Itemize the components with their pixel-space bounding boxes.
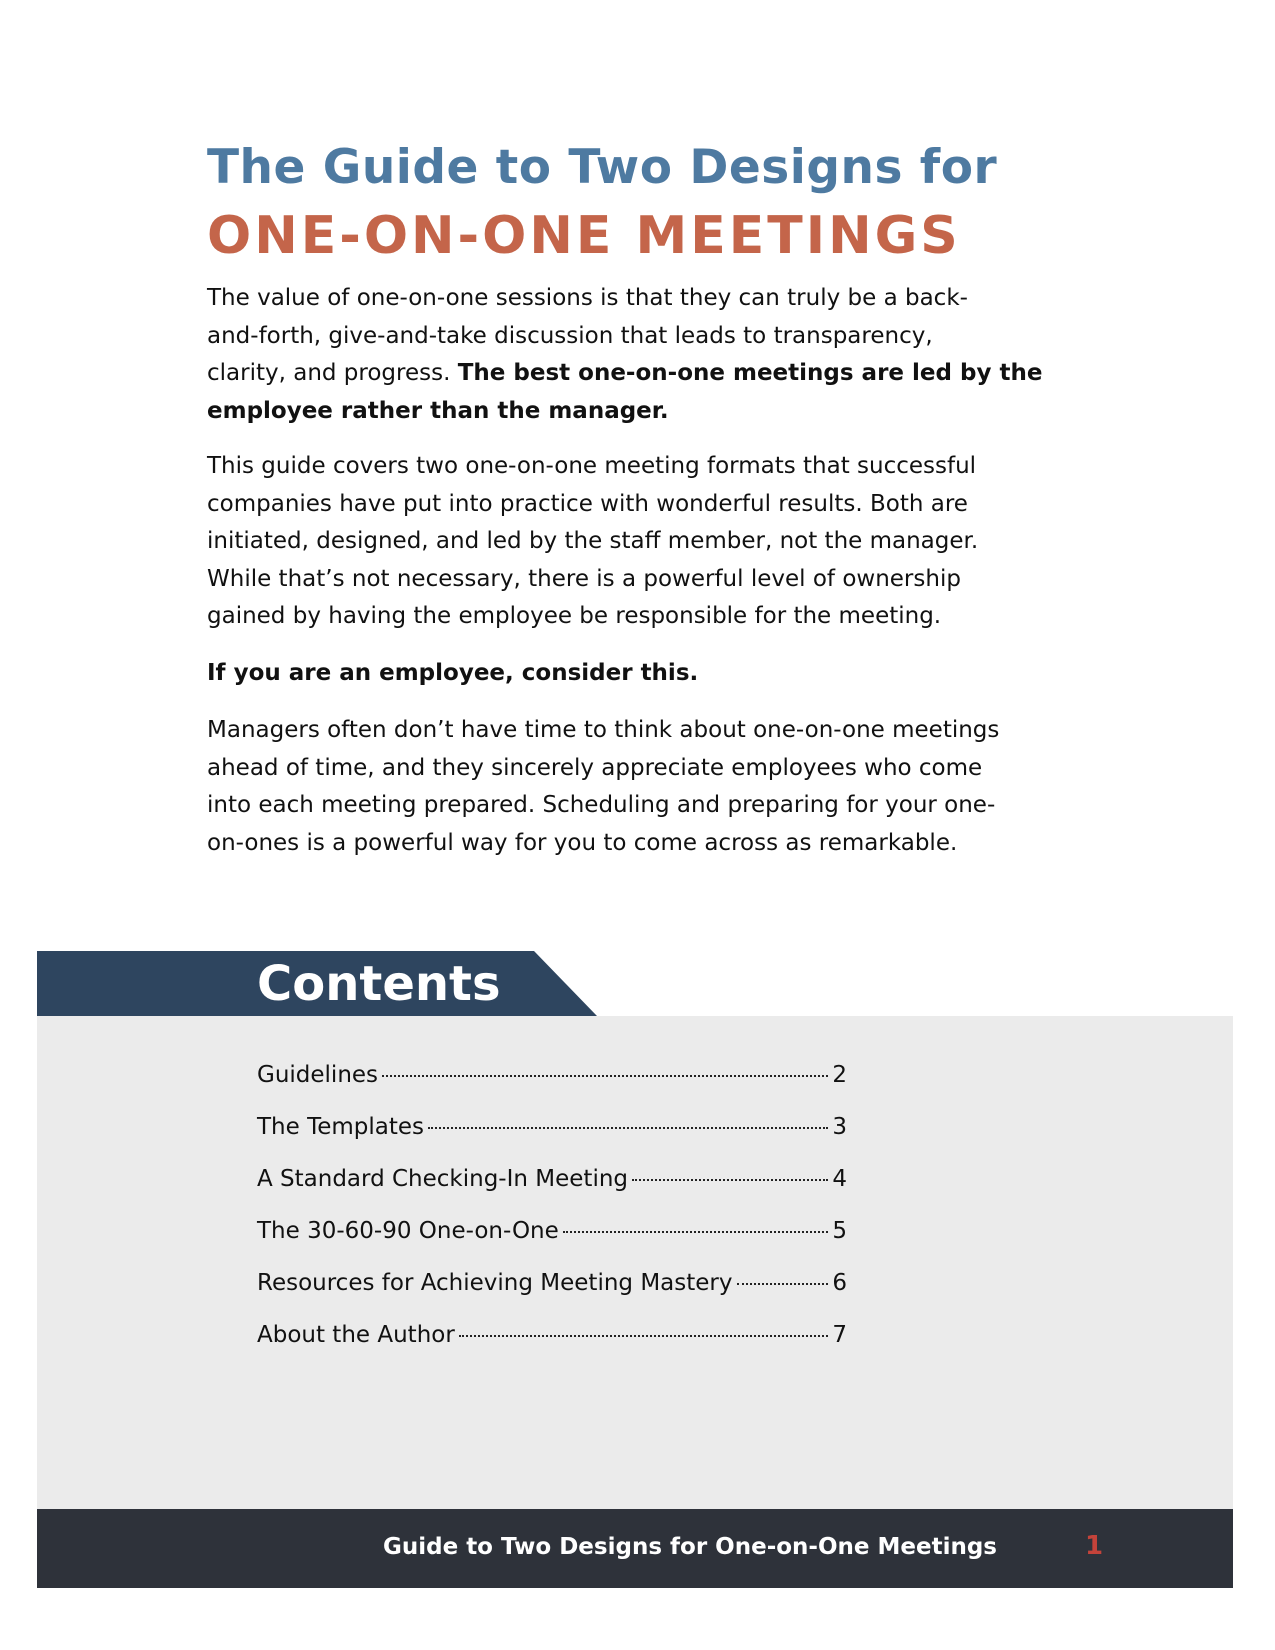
title-line-2: ONE-ON-ONE MEETINGS (207, 206, 961, 266)
intro-p1-bold-b: employee rather than the manager. (207, 397, 669, 424)
intro-p2-line: initiated, designed, and led by the staff member, not the manager. (207, 528, 979, 554)
footer-title: Guide to Two Designs for One-on-One Meetings (382, 1534, 997, 1560)
toc-item-label: Guidelines (257, 1062, 379, 1088)
page-number: 1 (1085, 1531, 1104, 1561)
intro-p2-line: companies have put into practice with wonderful results. Both are (207, 490, 968, 517)
toc-item-guidelines[interactable] (257, 1060, 847, 1112)
intro-p1-line (207, 355, 1067, 393)
toc-item-label: The 30-60-90 One-on-One (257, 1218, 559, 1244)
toc-item-page: 7 (832, 1322, 847, 1348)
intro-p2-line: While that’s not necessary, there is a powerful level of ownership (207, 565, 961, 592)
intro-paragraph-1 (207, 280, 1067, 430)
toc-item-standard-checking-in-meeting[interactable] (257, 1164, 847, 1216)
toc-item-page: 4 (832, 1166, 847, 1192)
toc-item-label: Resources for Achieving Meeting Mastery (257, 1270, 733, 1296)
intro-p1-line: The value of one-on-one sessions is that they can truly be a back- (207, 285, 968, 311)
toc-item-30-60-90-one-on-one[interactable] (257, 1216, 847, 1268)
table-of-contents (257, 1060, 847, 1372)
intro-p3-bold: If you are an employee, consider this. (207, 660, 699, 686)
toc-item-resources[interactable] (257, 1268, 847, 1320)
toc-dot-leader (737, 1283, 829, 1285)
toc-item-label: The Templates (257, 1114, 425, 1140)
toc-item-page: 3 (832, 1114, 847, 1140)
intro-p2-line: gained by having the employee be responsible for the meeting. (207, 603, 942, 629)
contents-header-tab (37, 951, 597, 1016)
toc-dot-leader (459, 1335, 829, 1337)
toc-item-page: 2 (832, 1062, 847, 1088)
toc-item-label: About the Author (257, 1322, 455, 1348)
intro-p1-line-text: clarity, and progress. (207, 360, 458, 386)
toc-dot-leader (382, 1075, 828, 1077)
contents-heading: Contents (257, 956, 501, 1012)
intro-paragraph-3 (207, 655, 1067, 693)
toc-dot-leader (563, 1231, 829, 1233)
intro-p1-line: and-forth, give-and-take discussion that leads to transparency, (207, 322, 933, 349)
intro-p4-line: on-ones is a powerful way for you to come across as remarkable. (207, 829, 958, 856)
toc-item-page: 5 (832, 1218, 847, 1244)
toc-item-the-templates[interactable] (257, 1112, 847, 1164)
intro-p1-bold-a: The best one-on-one meetings are led by the (457, 360, 1043, 386)
title-line-1: The Guide to Two Designs for (207, 140, 998, 195)
intro-p4-line: into each meeting prepared. Scheduling and preparing for your one- (207, 792, 996, 818)
intro-p4-line: ahead of time, and they sincerely appreciate employees who come (207, 754, 983, 781)
page-footer (37, 1509, 1233, 1588)
table-of-contents-panel (37, 1016, 1233, 1509)
toc-item-page: 6 (832, 1270, 847, 1296)
intro-p4-line: Managers often don’t have time to think about one-on-one meetings (207, 717, 1000, 743)
intro-paragraph-4 (207, 712, 1067, 862)
intro-paragraph-2 (207, 448, 1067, 636)
toc-item-label: A Standard Checking-In Meeting (257, 1166, 629, 1192)
toc-dot-leader (632, 1179, 828, 1181)
intro-p2-line: This guide covers two one-on-one meeting formats that successful (207, 453, 977, 479)
toc-item-about-the-author[interactable] (257, 1320, 847, 1372)
toc-dot-leader (428, 1127, 828, 1129)
